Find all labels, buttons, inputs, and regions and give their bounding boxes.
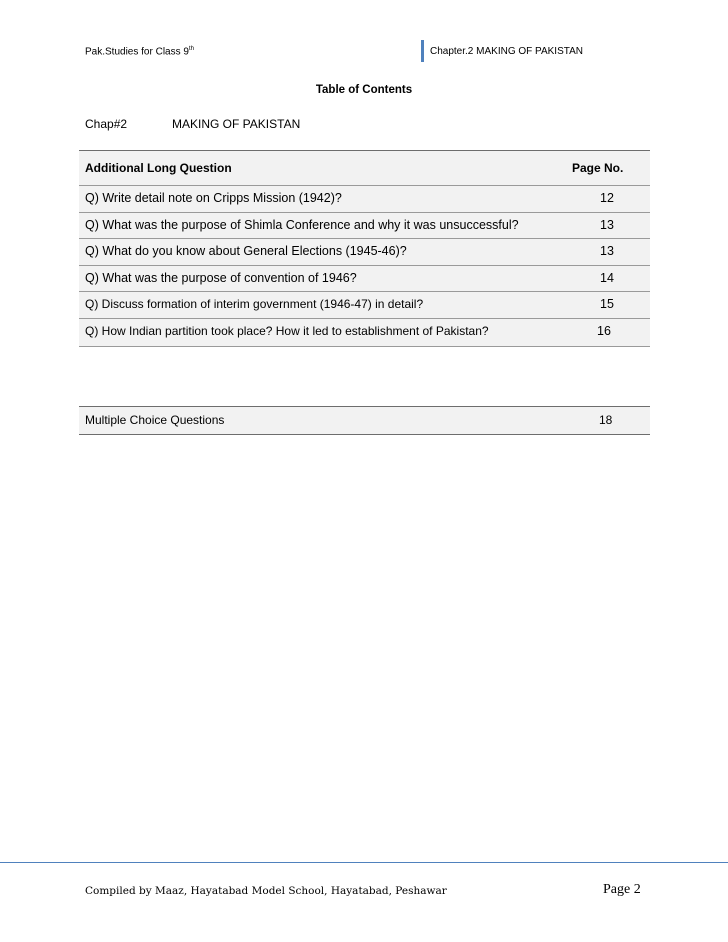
footer-page-number: Page 2: [603, 882, 641, 897]
row-question: Q) What do you know about General Elections (1945-46)?: [85, 244, 407, 258]
row-question: Q) How Indian partition took place? How it led to establishment of Pakistan?: [85, 323, 489, 338]
header-subject-text: Pak.Studies for Class 9: [85, 46, 189, 58]
row-question: Q) What was the purpose of Shimla Conference and why it was unsuccessful?: [85, 217, 519, 232]
mcq-row: [79, 406, 650, 435]
header-divider-bar: [421, 40, 424, 62]
row-page: 13: [600, 244, 614, 258]
table-row: [79, 266, 650, 293]
long-questions-table: [79, 150, 650, 347]
footer-credit: Compiled by Maaz, Hayatabad Model School, Hayatabad, Peshawar: [85, 885, 447, 897]
mcq-page: 18: [599, 413, 613, 427]
table-row: [79, 186, 650, 213]
header-chapter: Chapter.2 MAKING OF PAKISTAN: [430, 46, 584, 57]
header-subject: [85, 46, 194, 57]
table-row: [79, 239, 650, 266]
table-row: [79, 319, 650, 347]
footer-rule: [0, 862, 728, 863]
mcq-table: [79, 406, 650, 435]
chapter-number: Chap#2: [85, 117, 128, 131]
row-question: Q) What was the purpose of convention of 1946?: [85, 270, 357, 285]
row-page: 16: [597, 323, 611, 338]
row-page: 13: [600, 217, 614, 232]
table-header-row: [79, 150, 650, 186]
row-page: 15: [600, 297, 614, 311]
table-header-page: Page No.: [572, 161, 624, 175]
table-row: [79, 292, 650, 319]
toc-title: [0, 84, 728, 96]
table-row: [79, 213, 650, 240]
chapter-name: MAKING OF PAKISTAN: [172, 117, 301, 131]
header-subject-sup: th: [188, 46, 194, 52]
row-page: 14: [600, 270, 614, 285]
toc-title-text: Table of Contents: [315, 84, 413, 96]
row-question: Q) Write detail note on Cripps Mission (1942)?: [85, 191, 342, 205]
mcq-label: Multiple Choice Questions: [85, 413, 225, 427]
row-question: Q) Discuss formation of interim government (1946-47) in detail?: [85, 297, 424, 311]
row-page: 12: [600, 191, 614, 205]
table-header-question: Additional Long Question: [85, 161, 232, 175]
